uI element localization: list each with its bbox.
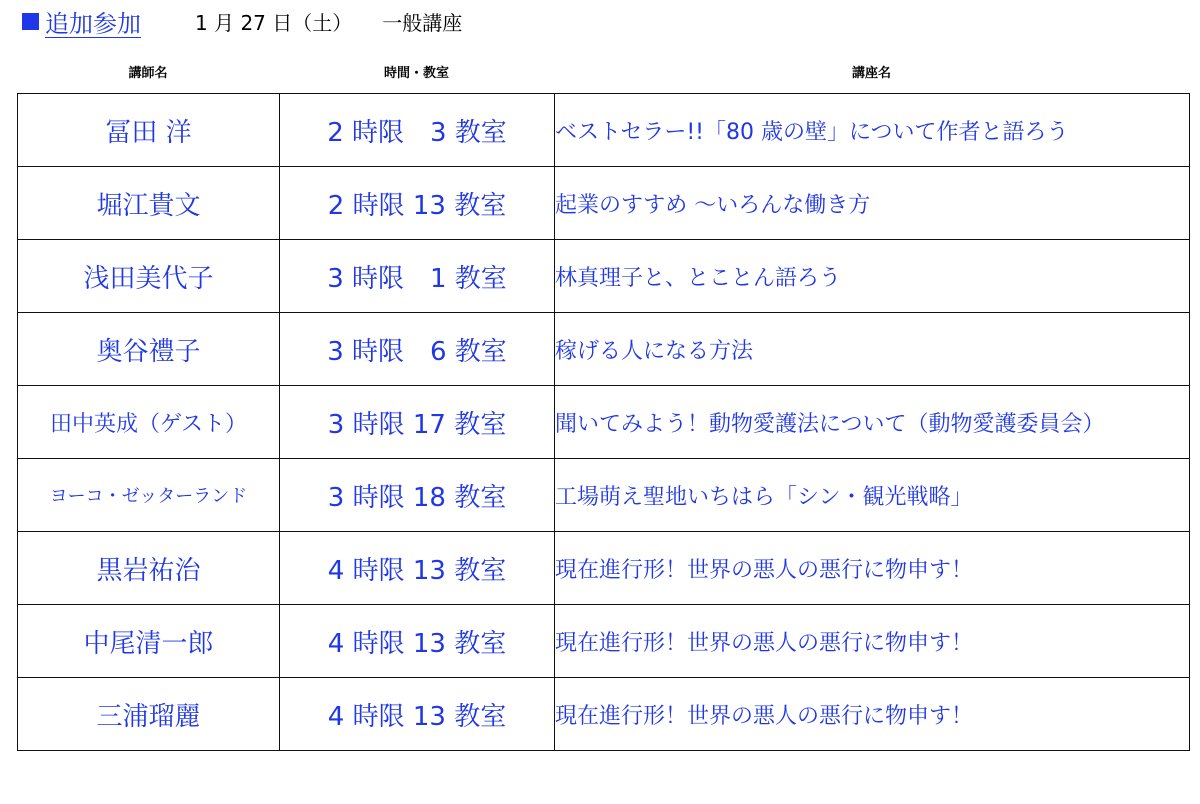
table-row xyxy=(18,532,1190,605)
instructor-name: 黒岩祐治 xyxy=(18,532,280,605)
table-row xyxy=(18,459,1190,532)
additional-participation-link[interactable]: 追加参加 xyxy=(45,9,141,38)
instructor-name: 三浦瑠麗 xyxy=(18,678,280,751)
column-header-lecture-title: 講座名 xyxy=(851,66,891,81)
lecture-title: 稼げる人になる方法 xyxy=(555,313,1190,386)
time-room: 4 時限 13 教室 xyxy=(280,532,555,605)
instructor-name: 田中英成（ゲスト） xyxy=(18,386,280,459)
table-row xyxy=(18,678,1190,751)
table-row xyxy=(18,94,1190,167)
table-row xyxy=(18,386,1190,459)
lecture-title: 工場萌え聖地いちはら「シン・観光戦略」 xyxy=(555,459,1190,532)
instructor-name: 中尾清一郎 xyxy=(18,605,280,678)
time-room: 4 時限 13 教室 xyxy=(280,605,555,678)
time-room: 4 時限 13 教室 xyxy=(280,678,555,751)
column-header-instructor: 講師名 xyxy=(128,66,168,81)
instructor-name: 浅田美代子 xyxy=(18,240,280,313)
time-room: 3 時限 18 教室 xyxy=(280,459,555,532)
column-headers xyxy=(17,62,1189,86)
instructor-name: ヨーコ・ゼッターランド xyxy=(18,459,280,532)
lecture-title: 起業のすすめ ～いろんな働き方 xyxy=(555,167,1190,240)
event-date: 1 月 27 日（土） xyxy=(195,10,353,35)
instructor-name: 奥谷禮子 xyxy=(18,313,280,386)
instructor-name: 冨田 洋 xyxy=(18,94,280,167)
lecture-schedule-table xyxy=(17,93,1190,751)
page-header xyxy=(22,4,462,38)
lecture-title: 聞いてみよう！動物愛護法について（動物愛護委員会） xyxy=(555,386,1190,459)
time-room: 2 時限 3 教室 xyxy=(280,94,555,167)
time-room: 2 時限 13 教室 xyxy=(280,167,555,240)
time-room: 3 時限 6 教室 xyxy=(280,313,555,386)
time-room: 3 時限 1 教室 xyxy=(280,240,555,313)
table-row xyxy=(18,167,1190,240)
lecture-title: 林真理子と、とことん語ろう xyxy=(555,240,1190,313)
blue-square-icon xyxy=(22,13,39,30)
column-header-time-room: 時間・教室 xyxy=(383,66,449,81)
table-row xyxy=(18,605,1190,678)
lecture-title: 現在進行形！世界の悪人の悪行に物申す！ xyxy=(555,605,1190,678)
lecture-category: 一般講座 xyxy=(382,10,463,35)
lecture-title: ベストセラー!!「80 歳の壁」について作者と語ろう xyxy=(555,94,1190,167)
lecture-title: 現在進行形！世界の悪人の悪行に物申す！ xyxy=(555,678,1190,751)
time-room: 3 時限 17 教室 xyxy=(280,386,555,459)
table-row xyxy=(18,240,1190,313)
table-row xyxy=(18,313,1190,386)
lecture-title: 現在進行形！世界の悪人の悪行に物申す！ xyxy=(555,532,1190,605)
instructor-name: 堀江貴文 xyxy=(18,167,280,240)
